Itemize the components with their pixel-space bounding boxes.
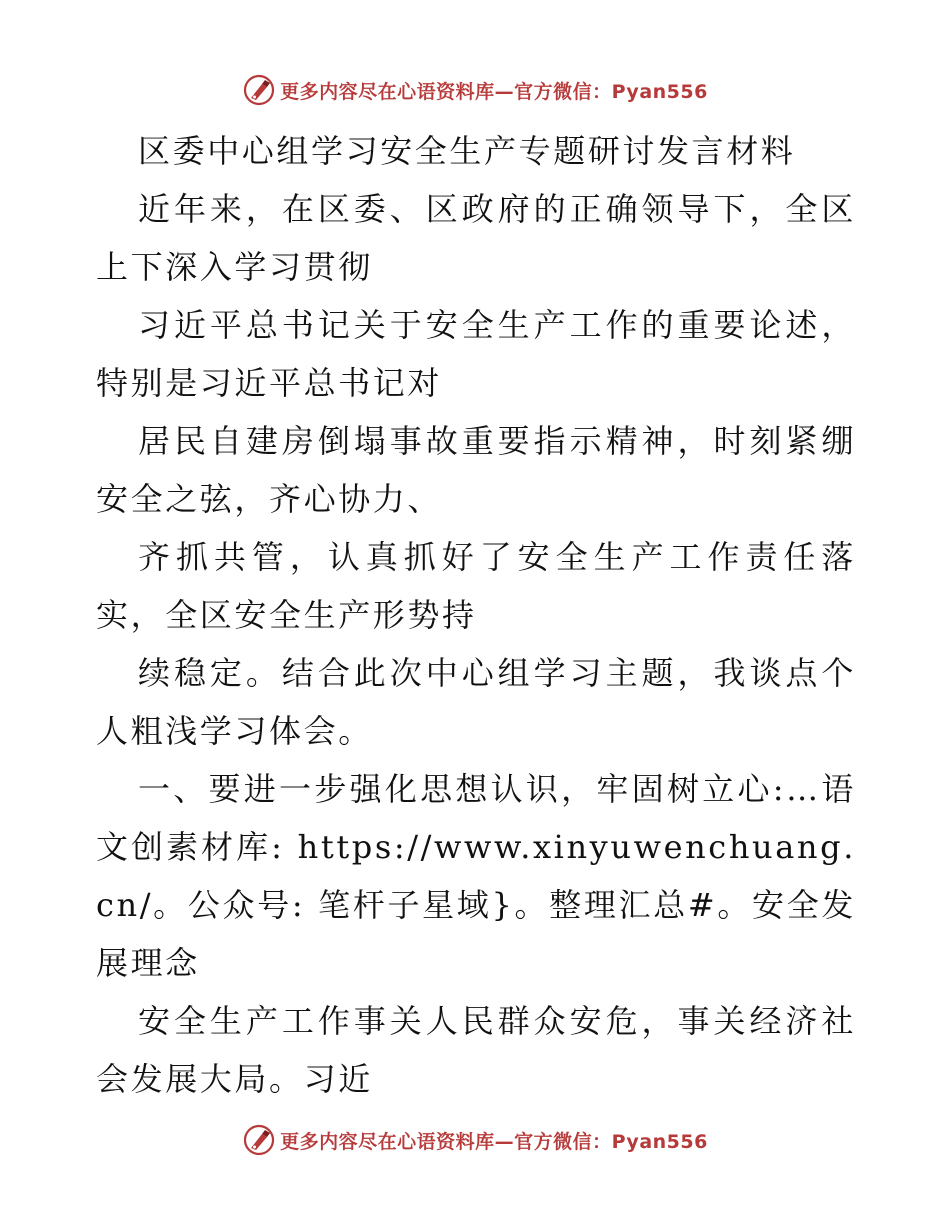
footer-banner-text: 更多内容尽在心语资料库—官方微信：Pyan556 bbox=[280, 1130, 708, 1153]
paragraph-7: 安全生产工作事关人民群众安危，事关经济社会发展大局。习近 bbox=[96, 1002, 856, 1098]
pen-nib-icon bbox=[242, 1123, 276, 1157]
document-title: 区委中心组学习安全生产专题研讨发言材料 bbox=[138, 132, 796, 170]
header-banner-text: 更多内容尽在心语资料库—官方微信：Pyan556 bbox=[280, 80, 708, 103]
pen-nib-icon bbox=[242, 73, 276, 107]
document-body bbox=[96, 122, 856, 1108]
paragraph-3: 居民自建房倒塌事故重要指示精神，时刻紧绷安全之弦，齐心协力、 bbox=[96, 422, 856, 518]
header-banner bbox=[0, 70, 950, 110]
footer-banner bbox=[0, 1120, 950, 1160]
paragraph-1: 近年来，在区委、区政府的正确领导下，全区上下深入学习贯彻 bbox=[96, 190, 856, 286]
paragraph-2: 习近平总书记关于安全生产工作的重要论述，特别是习近平总书记对 bbox=[96, 306, 856, 402]
paragraph-4: 齐抓共管，认真抓好了安全生产工作责任落实，全区安全生产形势持 bbox=[96, 538, 856, 634]
paragraph-5: 续稳定。结合此次中心组学习主题，我谈点个人粗浅学习体会。 bbox=[96, 654, 856, 750]
paragraph-6: 一、要进一步强化思想认识，牢固树立心:…语文创素材库: https://www.xinyuwenchuang.cn/。公众号: 笔杆子星域}。整理汇总#。安全发展理念 bbox=[96, 770, 856, 982]
